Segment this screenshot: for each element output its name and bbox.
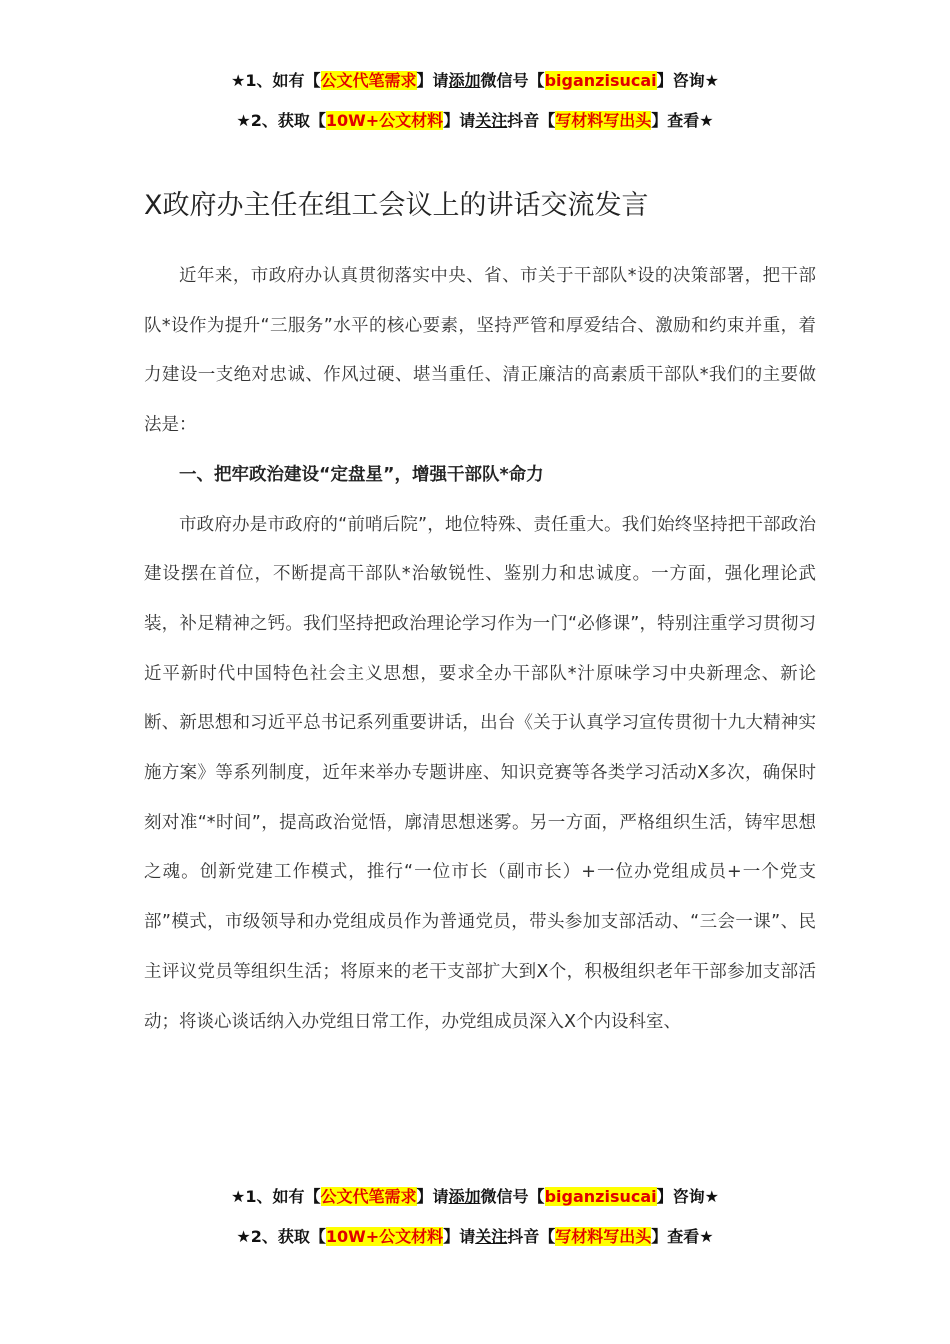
promo-line-2: ★2、获取【10W+公文材料】请关注抖音【写材料写出头】查看★ xyxy=(236,111,714,130)
promo-highlight: 写材料写出头 xyxy=(555,1227,652,1246)
document-body xyxy=(144,252,816,1047)
promo-line-1: ★1、如有【公文代笔需求】请添加微信号【biganzisucai】咨询★ xyxy=(231,71,719,90)
promo-underline: 添加 xyxy=(448,1187,481,1206)
promo-highlight: biganzisucai xyxy=(544,1187,657,1206)
promo-underline: 关注 xyxy=(475,111,508,130)
section-heading: 一、把牢政治建设“定盘星”，增强干部队*命力 xyxy=(179,464,544,485)
promo-highlight: biganzisucai xyxy=(544,71,657,90)
body-paragraph: 市政府办是市政府的“前哨后院”，地位特殊、责任重大。我们始终坚持把干部政治建设摆在首位，不断提高干部队*治敏锐性、鉴别力和忠诚度。一方面，强化理论武装，补足精神之钙。我们坚持把政治理论学习作为一门“必修课”，特别注重学习贯彻习近平新时代中国特色社会主义思想，要求全办干部队*汁原味学习中央新理念、新论断、新思想和习近平总书记系列重要讲话，出台《关于认真学习宣传贯彻十九大精神实施方案》等系列制度，近年来举办专题讲座、知识竞赛等各类学习活动X多次，确保时刻对准“*时间”，提高政治觉悟，廓清思想迷雾。另一方面，严格组织生活，铸牢思想之魂。创新党建工作模式，推行“一位市长（副市长）+一位办党组成员+一个党支部”模式，市级领导和办党组成员作为普通党员，带头参加支部活动、“三会一课”、民主评议党员等组织生活；将原来的老干支部扩大到X个，积极组织老年干部参加支部活动；将谈心谈话纳入办党组日常工作，办党组成员深入X个内设科室、 xyxy=(144,514,816,1032)
promo-highlight: 公文代笔需求 xyxy=(320,1187,417,1206)
document-title: X政府办主任在组工会议上的讲话交流发言 xyxy=(144,190,649,221)
promo-highlight: 10W+公文材料 xyxy=(325,111,444,130)
body-paragraph: 近年来，市政府办认真贯彻落实中央、省、市关于干部队*设的决策部署，把干部队*设作为提升“三服务”水平的核心要素，坚持严管和厚爱结合、激励和约束并重，着力建设一支绝对忠诚、作风过硬、堪当重任、清正廉洁的高素质干部队*我们的主要做法是： xyxy=(144,266,816,436)
promo-banner-top xyxy=(0,70,950,150)
promo-line-1: ★1、如有【公文代笔需求】请添加微信号【biganzisucai】咨询★ xyxy=(231,1187,719,1206)
promo-highlight: 写材料写出头 xyxy=(555,111,652,130)
promo-underline: 添加 xyxy=(448,71,481,90)
promo-line-2: ★2、获取【10W+公文材料】请关注抖音【写材料写出头】查看★ xyxy=(236,1227,714,1246)
promo-underline: 关注 xyxy=(475,1227,508,1246)
promo-highlight: 公文代笔需求 xyxy=(320,71,417,90)
promo-banner-bottom xyxy=(0,1186,950,1266)
promo-highlight: 10W+公文材料 xyxy=(325,1227,444,1246)
